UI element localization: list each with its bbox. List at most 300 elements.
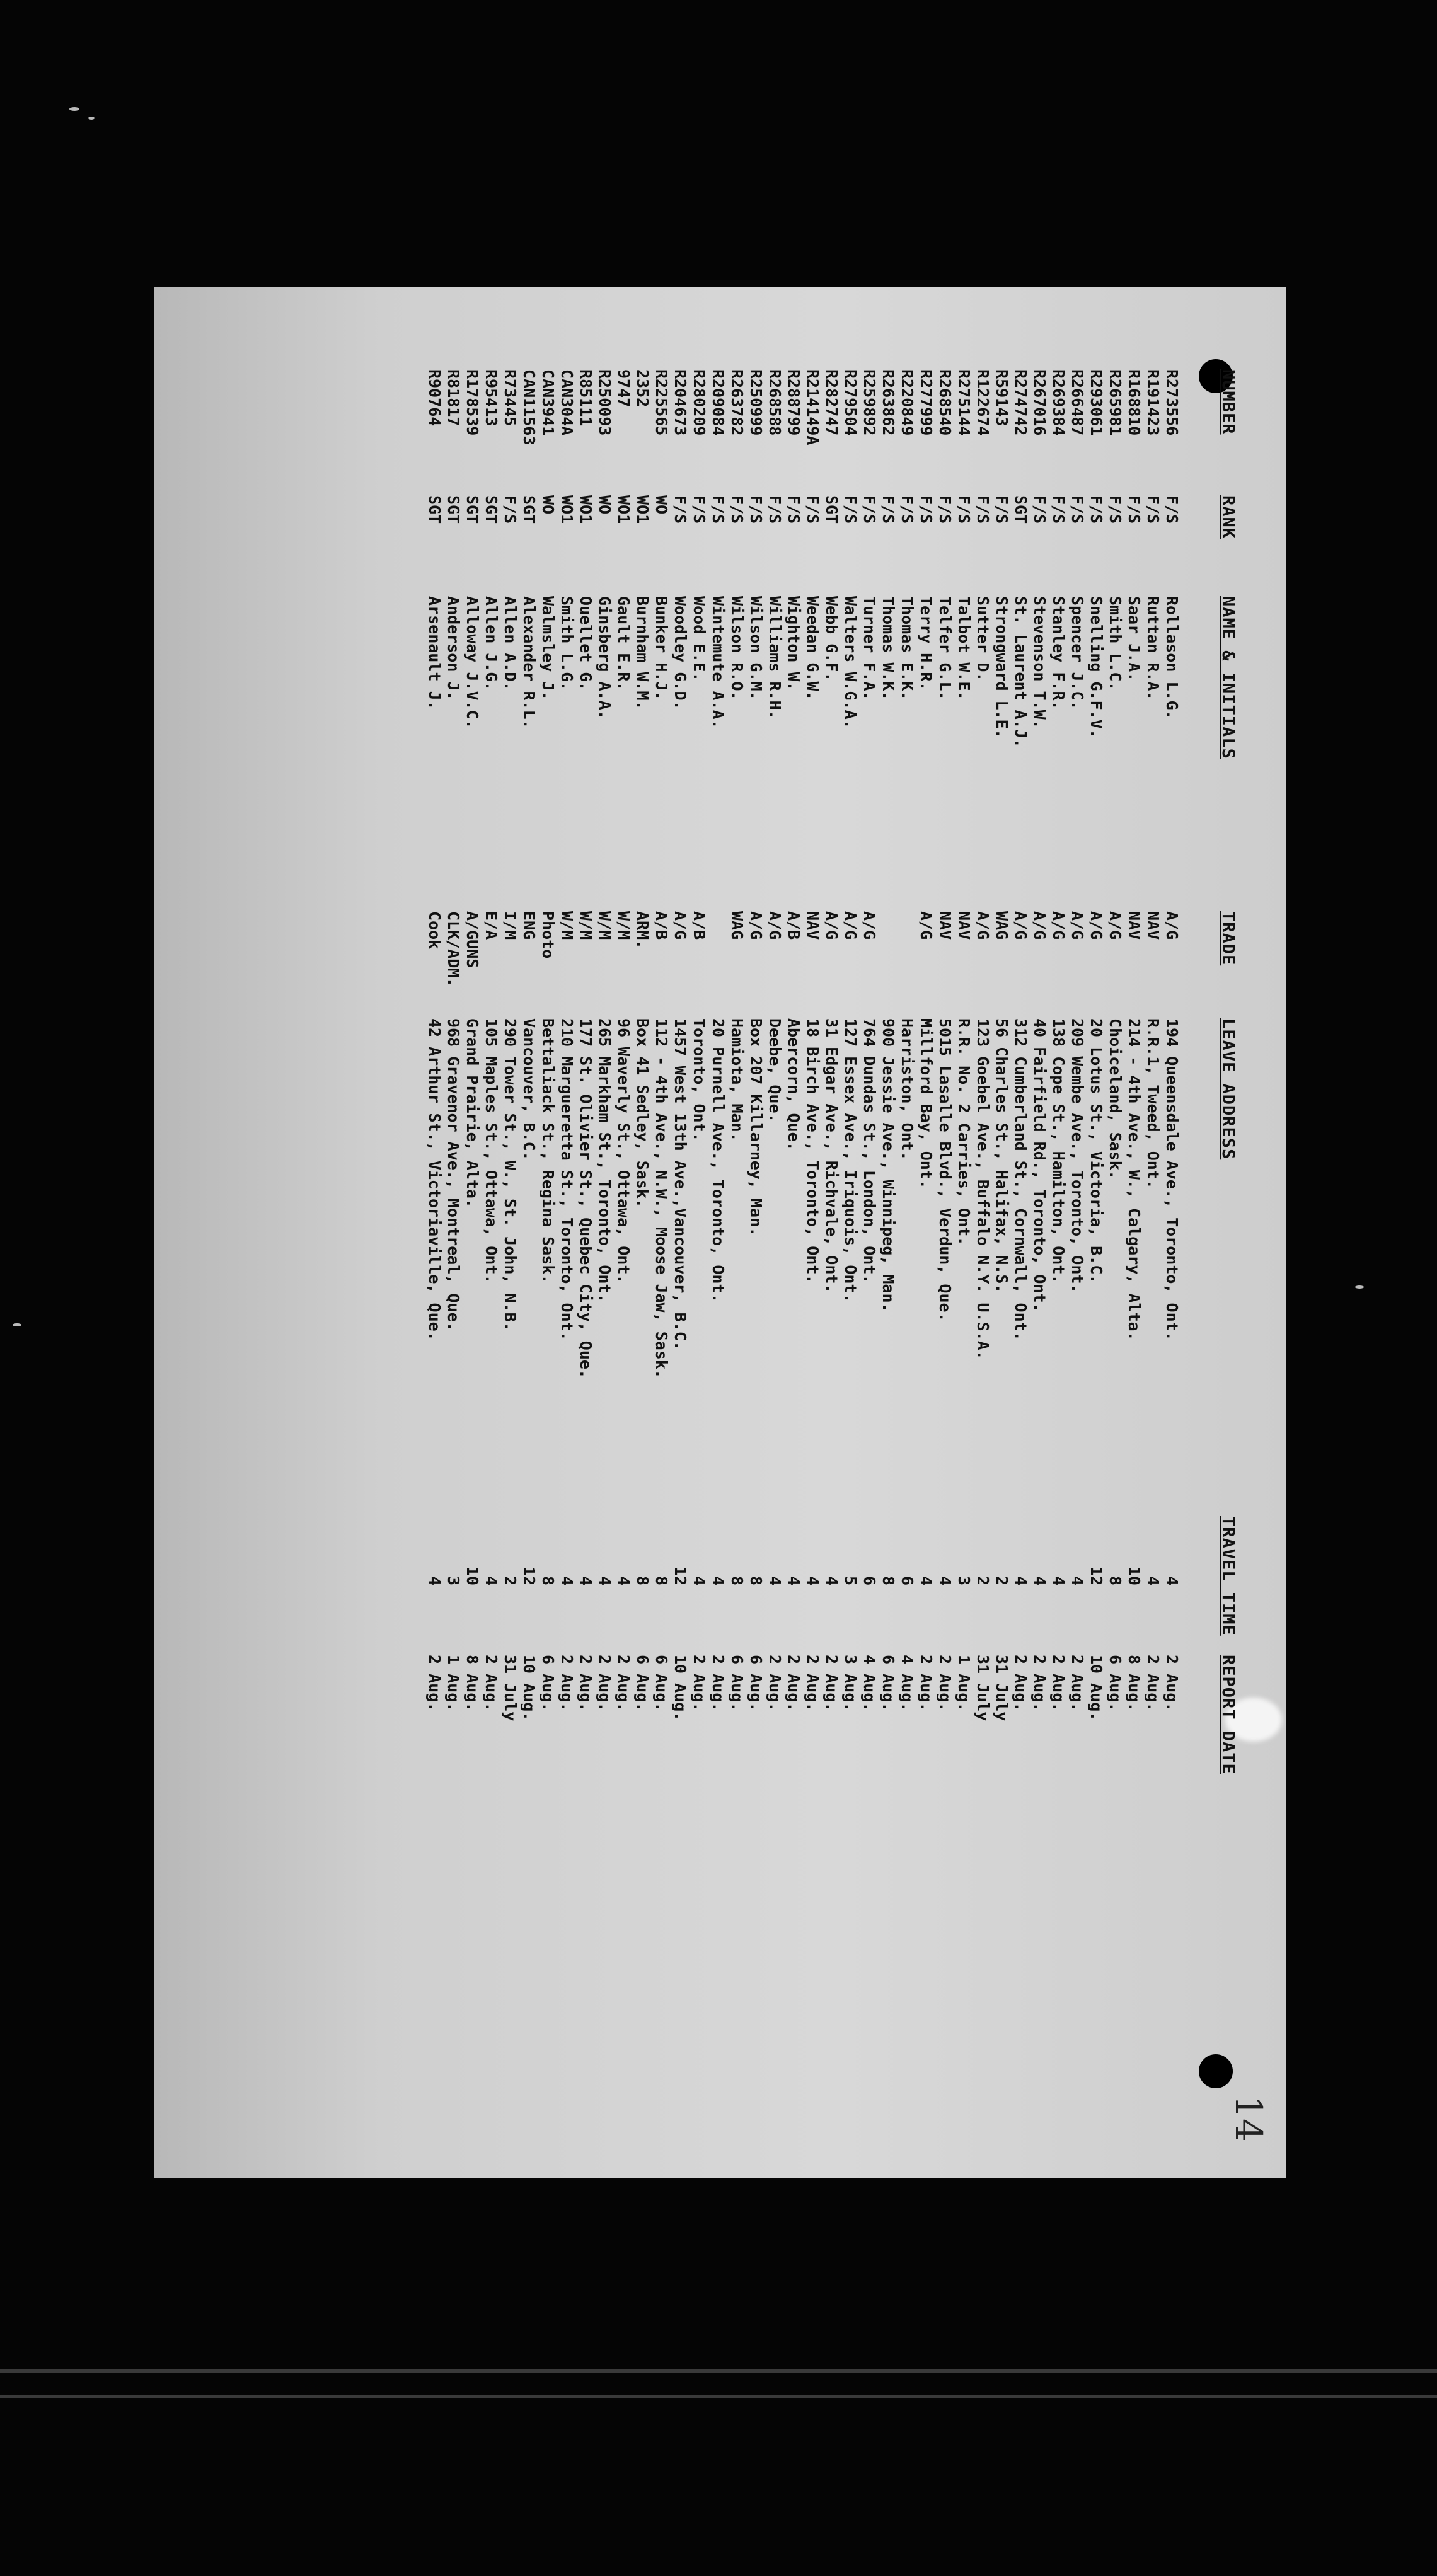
cell-report-date: 2 Aug. (1049, 1655, 1068, 1712)
cell-trade: A/G (822, 911, 841, 940)
cell-travel-time: 4 (1030, 1575, 1049, 1585)
table-row (500, 369, 519, 2071)
cell-travel-time: 2 (974, 1575, 992, 1585)
cell-rank: WO (596, 495, 614, 515)
cell-leave-address: 177 St. Olivier St., Quebec City, Que. (577, 1018, 595, 1379)
cell-leave-address: 210 Margueretta St., Toronto, Ont. (558, 1018, 576, 1341)
cell-travel-time: 3 (955, 1575, 973, 1585)
cell-report-date: 1 Aug. (955, 1655, 973, 1712)
table-row (803, 369, 822, 2071)
table-row (1030, 369, 1049, 2071)
table-body (425, 369, 1181, 2071)
cell-trade: A/G (974, 911, 992, 940)
cell-report-date: 2 Aug. (596, 1655, 614, 1712)
scan-speck (1355, 1285, 1364, 1289)
cell-rank: WO1 (577, 495, 595, 524)
cell-name: Wilson R.O. (728, 596, 746, 701)
cell-leave-address: Vancouver, B.C. (520, 1018, 538, 1161)
cell-report-date: 2 Aug. (690, 1655, 708, 1712)
cell-trade: A/G (917, 911, 935, 940)
cell-travel-time: 2 (501, 1575, 519, 1585)
cell-name: Ruttan R.A. (1144, 596, 1162, 701)
cell-leave-address: Toronto, Ont. (690, 1018, 708, 1142)
table-row (671, 369, 690, 2071)
header-trade: TRADE (1218, 911, 1238, 966)
cell-travel-time: 8 (879, 1575, 897, 1585)
cell-rank: F/S (1106, 495, 1124, 524)
cell-leave-address: 5015 Lasalle Blvd., Verdun, Que. (936, 1018, 954, 1322)
cell-rank: WO (652, 495, 671, 515)
cell-leave-address: 20 Lotus St., Victoria, B.C. (1087, 1018, 1105, 1284)
cell-travel-time: 4 (558, 1575, 576, 1585)
cell-leave-address: 42 Arthur St., Victoriaville, Que. (425, 1018, 444, 1341)
cell-travel-time: 4 (936, 1575, 954, 1585)
cell-rank: F/S (501, 495, 519, 524)
cell-leave-address: 18 Birch Ave., Toronto, Ont. (804, 1018, 822, 1284)
table-row (595, 369, 614, 2071)
table-row (576, 369, 595, 2071)
cell-number: R220849 (898, 369, 916, 436)
cell-name: Turner F.A. (860, 596, 879, 701)
header-leave-address: LEAVE ADDRESS (1218, 1018, 1238, 1160)
cell-leave-address: 138 Cope St., Hamilton, Ont. (1049, 1018, 1068, 1284)
cell-name: Snelling G.F.V. (1087, 596, 1105, 739)
cell-name: Thomas E.K. (898, 596, 916, 701)
document-sheet (154, 287, 1286, 2178)
cell-trade: NAV (1144, 911, 1162, 940)
cell-number: R280209 (690, 369, 708, 436)
cell-number: R191423 (1144, 369, 1162, 436)
cell-number: R265981 (1106, 369, 1124, 436)
cell-leave-address: 123 Goebel Ave., Buffalo N.Y. U.S.A. (974, 1018, 992, 1360)
cell-trade: A/B (652, 911, 671, 940)
table-row (463, 369, 482, 2071)
cell-report-date: 4 Aug. (898, 1655, 916, 1712)
cell-rank: WO1 (615, 495, 633, 524)
cell-report-date: 2 Aug. (425, 1655, 444, 1712)
cell-trade: A/G (1030, 911, 1049, 940)
cell-number: R209084 (709, 369, 727, 436)
cell-report-date: 2 Aug. (785, 1655, 803, 1712)
cell-name: Allen J.G. (482, 596, 500, 691)
cell-travel-time: 4 (577, 1575, 595, 1585)
cell-rank: SGT (482, 495, 500, 524)
scan-speck (88, 117, 95, 120)
cell-rank: F/S (690, 495, 708, 524)
cell-trade: NAV (955, 911, 973, 940)
cell-report-date: 2 Aug. (709, 1655, 727, 1712)
cell-leave-address: 764 Dundas St., London, Ont. (860, 1018, 879, 1284)
cell-report-date: 2 Aug. (1030, 1655, 1049, 1712)
cell-name: Walters W.G.A. (841, 596, 860, 729)
table-row (879, 369, 897, 2071)
cell-report-date: 6 Aug. (539, 1655, 557, 1712)
cell-number: R168810 (1125, 369, 1143, 436)
cell-trade: E/A (482, 911, 500, 940)
cell-report-date: 10 Aug. (520, 1655, 538, 1722)
header-report-date: REPORT DATE (1218, 1655, 1238, 1774)
cell-rank: SGT (1012, 495, 1030, 524)
cell-report-date: 8 Aug. (463, 1655, 482, 1712)
cell-leave-address: 265 Markham St., Toronto, Ont. (596, 1018, 614, 1303)
cell-number: R178539 (463, 369, 482, 436)
cell-travel-time: 8 (539, 1575, 557, 1585)
cell-number: R266487 (1068, 369, 1087, 436)
cell-rank: F/S (1030, 495, 1049, 524)
cell-leave-address: 105 Maples St., Ottawa, Ont. (482, 1018, 500, 1284)
cell-rank: F/S (860, 495, 879, 524)
cell-rank: SGT (444, 495, 463, 524)
cell-report-date: 31 July (974, 1655, 992, 1722)
cell-number: R267016 (1030, 369, 1049, 436)
cell-travel-time: 12 (671, 1566, 690, 1585)
cell-report-date: 6 Aug. (633, 1655, 652, 1712)
cell-travel-time: 4 (1163, 1575, 1181, 1585)
cell-report-date: 2 Aug. (1144, 1655, 1162, 1712)
cell-trade: A/G (1163, 911, 1181, 940)
cell-rank: F/S (936, 495, 954, 524)
cell-number: R279504 (841, 369, 860, 436)
cell-rank: F/S (747, 495, 765, 524)
table-row (992, 369, 1011, 2071)
table-row (841, 369, 860, 2071)
table-row (633, 369, 652, 2071)
header-number: NUMBER (1218, 369, 1238, 435)
cell-travel-time: 5 (841, 1575, 860, 1585)
cell-leave-address: 209 Wembe Ave., Toronto, Ont. (1068, 1018, 1087, 1294)
cell-number: R293061 (1087, 369, 1105, 436)
cell-leave-address: 194 Queensdale Ave., Toronto, Ont. (1163, 1018, 1181, 1341)
cell-travel-time: 3 (444, 1575, 463, 1585)
cell-leave-address: 214 - 4th Ave., W., Calgary, Alta. (1125, 1018, 1143, 1341)
cell-report-date: 31 July (501, 1655, 519, 1722)
cell-number: R274742 (1012, 369, 1030, 436)
table-row (916, 369, 935, 2071)
cell-trade: CLK/ADM. (444, 911, 463, 987)
cell-number: R214149A (804, 369, 822, 446)
cell-trade: W/M (596, 911, 614, 940)
cell-report-date: 1 Aug. (444, 1655, 463, 1712)
cell-name: Telfer G.L. (936, 596, 954, 701)
cell-number: R277999 (917, 369, 935, 436)
cell-report-date: 6 Aug. (728, 1655, 746, 1712)
cell-name: Stanley F.R. (1049, 596, 1068, 710)
table-row (1087, 369, 1105, 2071)
cell-number: R275144 (955, 369, 973, 436)
table-header-row (1200, 369, 1238, 2071)
cell-leave-address: Grand Prairie, Alta. (463, 1018, 482, 1209)
cell-trade: A/G (1068, 911, 1087, 940)
cell-rank: F/S (1144, 495, 1162, 524)
cell-name: Alexander R.L. (520, 596, 538, 729)
cell-name: Rollason L.G. (1163, 596, 1181, 720)
table-row (765, 369, 784, 2071)
cell-name: Ginsberg A.A. (596, 596, 614, 720)
cell-trade: A/G (671, 911, 690, 940)
cell-name: Stevenson T.W. (1030, 596, 1049, 729)
cell-report-date: 2 Aug. (558, 1655, 576, 1712)
cell-report-date: 6 Aug. (652, 1655, 671, 1712)
cell-rank: F/S (974, 495, 992, 524)
cell-leave-address: R.R. No. 2 Carries, Ont. (955, 1018, 973, 1246)
cell-trade: A/G (1049, 911, 1068, 940)
cell-number: R85111 (577, 369, 595, 427)
cell-number: R250999 (747, 369, 765, 436)
cell-trade: ARM. (633, 911, 652, 950)
cell-rank: F/S (1125, 495, 1143, 524)
cell-rank: F/S (879, 495, 897, 524)
cell-leave-address: Choiceland, Sask. (1106, 1018, 1124, 1180)
cell-trade: A/B (785, 911, 803, 940)
cell-leave-address: 112 - 4th Ave., N.W., Moose Jaw, Sask. (652, 1018, 671, 1379)
cell-travel-time: 4 (709, 1575, 727, 1585)
cell-travel-time: 4 (1012, 1575, 1030, 1585)
cell-number: R204673 (671, 369, 690, 436)
cell-travel-time: 4 (804, 1575, 822, 1585)
cell-report-date: 2 Aug. (936, 1655, 954, 1712)
cell-trade: A/G (747, 911, 765, 940)
cell-trade: WAG (728, 911, 746, 940)
cell-travel-time: 4 (1049, 1575, 1068, 1585)
cell-rank: F/S (728, 495, 746, 524)
cell-trade: NAV (1125, 911, 1143, 940)
cell-number: R288799 (785, 369, 803, 436)
cell-leave-address: R.R.1, Tweed, Ont. (1144, 1018, 1162, 1189)
cell-leave-address: 312 Cumberland St., Cornwall, Ont. (1012, 1018, 1030, 1341)
cell-trade: W/M (577, 911, 595, 940)
cell-trade: A/G (766, 911, 784, 940)
cell-leave-address: 900 Jessie Ave., Winnipeg, Man. (879, 1018, 897, 1313)
table-row (614, 369, 633, 2071)
table-row (1162, 369, 1181, 2071)
cell-trade: NAV (936, 911, 954, 940)
cell-name: Wighton W. (785, 596, 803, 691)
cell-rank: F/S (766, 495, 784, 524)
cell-rank: F/S (709, 495, 727, 524)
cell-travel-time: 12 (520, 1566, 538, 1585)
table-row (652, 369, 671, 2071)
table-row (935, 369, 954, 2071)
table-row (784, 369, 803, 2071)
cell-number: CAN304A (558, 369, 576, 436)
cell-travel-time: 8 (747, 1575, 765, 1585)
cell-travel-time: 4 (917, 1575, 935, 1585)
table-row (1049, 369, 1068, 2071)
cell-number: R73445 (501, 369, 519, 427)
cell-travel-time: 10 (1125, 1566, 1143, 1585)
cell-travel-time: 8 (728, 1575, 746, 1585)
page-number: 14 (1227, 2095, 1271, 2142)
cell-trade: ENG (520, 911, 538, 940)
cell-trade: A/G (1106, 911, 1124, 940)
cell-number: R90764 (425, 369, 444, 427)
cell-report-date: 8 Aug. (1125, 1655, 1143, 1712)
cell-name: Alloway J.V.C. (463, 596, 482, 729)
cell-travel-time: 8 (633, 1575, 652, 1585)
cell-number: R282747 (822, 369, 841, 436)
cell-travel-time: 8 (1106, 1575, 1124, 1585)
cell-travel-time: 6 (860, 1575, 879, 1585)
cell-name: Williams R.H. (766, 596, 784, 720)
cell-report-date: 10 Aug. (1087, 1655, 1105, 1722)
cell-name: Weedan G.W. (804, 596, 822, 701)
cell-number: R273556 (1163, 369, 1181, 436)
film-edge-line (0, 2395, 1437, 2398)
table-row (519, 369, 538, 2071)
cell-leave-address: 968 Gravenor Ave., Montreal, Que. (444, 1018, 463, 1331)
cell-leave-address: 40 Fairfield Rd., Toronto, Ont. (1030, 1018, 1049, 1313)
cell-leave-address: 1457 West 13th Ave.,Vancouver, B.C. (671, 1018, 690, 1350)
cell-rank: F/S (804, 495, 822, 524)
cell-number: CAN11563 (520, 369, 538, 446)
cell-name: Sutter D. (974, 596, 992, 682)
cell-travel-time: 12 (1087, 1566, 1105, 1585)
cell-number: R225565 (652, 369, 671, 436)
header-name: NAME & INITIALS (1218, 596, 1238, 759)
cell-name: Bunker H.J. (652, 596, 671, 701)
cell-number: R268588 (766, 369, 784, 436)
table-row (1011, 369, 1030, 2071)
table-row (1124, 369, 1143, 2071)
cell-trade: A/G (1012, 911, 1030, 940)
cell-trade: Photo (539, 911, 557, 959)
table-row (822, 369, 841, 2071)
table-row (1143, 369, 1162, 2071)
cell-trade: Cook (425, 911, 444, 950)
cell-number: R263862 (879, 369, 897, 436)
table-row (690, 369, 708, 2071)
cell-report-date: 6 Aug. (747, 1655, 765, 1712)
cell-travel-time: 4 (785, 1575, 803, 1585)
cell-rank: F/S (1068, 495, 1087, 524)
cell-rank: WO (539, 495, 557, 515)
cell-leave-address: Hamiota, Man. (728, 1018, 746, 1142)
table-row (973, 369, 992, 2071)
header-rank: RANK (1218, 495, 1238, 539)
cell-report-date: 31 July (993, 1655, 1011, 1722)
cell-rank: F/S (898, 495, 916, 524)
nominal-roll-table (179, 369, 1238, 2071)
cell-report-date: 2 Aug. (1068, 1655, 1087, 1712)
cell-number: 2352 (633, 369, 652, 408)
cell-travel-time: 4 (1144, 1575, 1162, 1585)
cell-trade: A/GUNS (463, 911, 482, 969)
cell-rank: SGT (463, 495, 482, 524)
scan-speck (69, 107, 79, 111)
table-row (444, 369, 463, 2071)
cell-number: R269384 (1049, 369, 1068, 436)
scan-speck (13, 1323, 21, 1326)
cell-name: Burnham W.M. (633, 596, 652, 710)
cell-rank: F/S (1087, 495, 1105, 524)
cell-travel-time: 4 (1068, 1575, 1087, 1585)
cell-leave-address: 20 Purnell Ave., Toronto, Ont. (709, 1018, 727, 1303)
cell-trade: A/G (841, 911, 860, 940)
cell-name: Webb G.F. (822, 596, 841, 682)
cell-name: Wilson G.M. (747, 596, 765, 701)
table-row (538, 369, 557, 2071)
cell-rank: F/S (917, 495, 935, 524)
table-row (1105, 369, 1124, 2071)
cell-leave-address: Deebe, Que. (766, 1018, 784, 1123)
cell-name: St. Laurent A.J. (1012, 596, 1030, 748)
cell-name: Strongward L.E. (993, 596, 1011, 739)
cell-report-date: 2 Aug. (822, 1655, 841, 1712)
table-row (727, 369, 746, 2071)
cell-trade: A/G (1087, 911, 1105, 940)
cell-travel-time: 4 (766, 1575, 784, 1585)
cell-name: Walmsley J. (539, 596, 557, 701)
cell-name: Arsenault J. (425, 596, 444, 710)
table-row (1068, 369, 1087, 2071)
cell-name: Woodley G.D. (671, 596, 690, 710)
cell-name: Ouellet G. (577, 596, 595, 691)
cell-report-date: 4 Aug. (860, 1655, 879, 1712)
cell-rank: SGT (822, 495, 841, 524)
cell-report-date: 2 Aug. (1012, 1655, 1030, 1712)
cell-name: Gault E.R. (615, 596, 633, 691)
cell-leave-address: 127 Essex Ave., Iriquois, Ont. (841, 1018, 860, 1303)
cell-leave-address: Millford Bay, Ont. (917, 1018, 935, 1189)
cell-travel-time: 4 (690, 1575, 708, 1585)
cell-rank: WO1 (558, 495, 576, 524)
film-edge-line (0, 2369, 1437, 2373)
cell-name: Thomas W.K. (879, 596, 897, 701)
cell-trade: W/M (558, 911, 576, 940)
cell-rank: F/S (1163, 495, 1181, 524)
cell-name: Smith L.G. (558, 596, 576, 691)
cell-leave-address: Box 41 Sedley, Sask. (633, 1018, 652, 1209)
header-travel-time: TRAVEL TIME (1218, 1516, 1238, 1636)
table-row (482, 369, 500, 2071)
cell-leave-address: 31 Edgar Ave., Richvale, Ont. (822, 1018, 841, 1294)
cell-name: Spencer J.C. (1068, 596, 1087, 710)
cell-leave-address: Bettaliack St., Regina Sask. (539, 1018, 557, 1284)
cell-rank: WO1 (633, 495, 652, 524)
table-row (425, 369, 444, 2071)
cell-leave-address: Box 207 Killarney, Man. (747, 1018, 765, 1237)
cell-number: R122674 (974, 369, 992, 436)
cell-report-date: 2 Aug. (482, 1655, 500, 1712)
cell-name: Wintemute A.A. (709, 596, 727, 729)
cell-leave-address: 96 Waverly St., Ottawa, Ont. (615, 1018, 633, 1284)
cell-name: Talbot W.E. (955, 596, 973, 701)
cell-rank: F/S (993, 495, 1011, 524)
cell-travel-time: 4 (822, 1575, 841, 1585)
table-row (860, 369, 879, 2071)
cell-name: Smith L.C. (1106, 596, 1124, 691)
cell-report-date: 2 Aug. (917, 1655, 935, 1712)
cell-travel-time: 4 (596, 1575, 614, 1585)
cell-trade: W/M (615, 911, 633, 940)
cell-leave-address: Abercorn, Que. (785, 1018, 803, 1151)
cell-rank: F/S (1049, 495, 1068, 524)
cell-number: R250093 (596, 369, 614, 436)
cell-name: Saar J.A. (1125, 596, 1143, 682)
cell-rank: SGT (520, 495, 538, 524)
cell-number: R59143 (993, 369, 1011, 427)
cell-travel-time: 4 (482, 1575, 500, 1585)
cell-travel-time: 6 (898, 1575, 916, 1585)
cell-rank: F/S (671, 495, 690, 524)
cell-travel-time: 4 (615, 1575, 633, 1585)
table-row (897, 369, 916, 2071)
cell-name: Wood E.E. (690, 596, 708, 682)
table-row (954, 369, 973, 2071)
cell-trade: WAG (993, 911, 1011, 940)
cell-rank: F/S (841, 495, 860, 524)
cell-travel-time: 4 (425, 1575, 444, 1585)
